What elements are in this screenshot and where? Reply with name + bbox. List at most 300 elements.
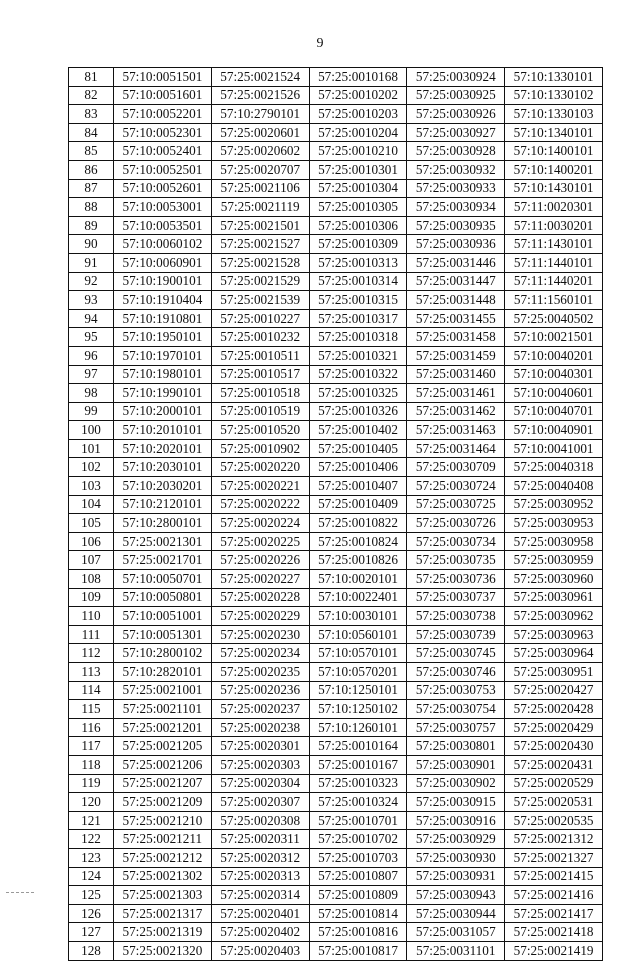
table-row <box>69 588 603 607</box>
cadastral-number-cell: 57:25:0021526 <box>211 86 309 105</box>
cadastral-number-cell: 57:25:0010826 <box>309 551 407 570</box>
cadastral-number-cell: 57:10:0560101 <box>309 625 407 644</box>
row-number-cell: 116 <box>69 718 114 737</box>
row-number-cell: 98 <box>69 384 114 403</box>
cadastral-number-cell: 57:25:0030901 <box>407 755 505 774</box>
cadastral-number-cell: 57:25:0010309 <box>309 235 407 254</box>
cadastral-number-cell: 57:25:0010318 <box>309 328 407 347</box>
row-number-cell: 87 <box>69 179 114 198</box>
cadastral-number-cell: 57:10:0053001 <box>114 198 212 217</box>
cadastral-number-cell: 57:25:0030962 <box>505 607 603 626</box>
row-number-cell: 121 <box>69 811 114 830</box>
cadastral-number-cell: 57:25:0010313 <box>309 253 407 272</box>
row-number-cell: 103 <box>69 477 114 496</box>
cadastral-number-cell: 57:25:0030724 <box>407 477 505 496</box>
cadastral-number-cell: 57:25:0030928 <box>407 142 505 161</box>
cadastral-number-cell: 57:25:0030916 <box>407 811 505 830</box>
cadastral-number-cell: 57:25:0030925 <box>407 86 505 105</box>
cadastral-number-cell: 57:25:0020314 <box>211 886 309 905</box>
cadastral-number-cell: 57:25:0010817 <box>309 941 407 960</box>
cadastral-number-cell: 57:25:0010520 <box>211 421 309 440</box>
row-number-cell: 104 <box>69 495 114 514</box>
table-row <box>69 830 603 849</box>
cadastral-number-cell: 57:25:0020238 <box>211 718 309 737</box>
cadastral-number-cell: 57:25:0010164 <box>309 737 407 756</box>
cadastral-number-cell: 57:25:0030745 <box>407 644 505 663</box>
cadastral-number-cell: 57:25:0021303 <box>114 886 212 905</box>
cadastral-number-cell: 57:25:0030926 <box>407 105 505 124</box>
cadastral-number-cell: 57:11:1440101 <box>505 253 603 272</box>
row-number-cell: 114 <box>69 681 114 700</box>
table-row <box>69 216 603 235</box>
cadastral-number-cell: 57:10:0051301 <box>114 625 212 644</box>
table-row <box>69 607 603 626</box>
cadastral-number-cell: 57:10:0570201 <box>309 663 407 682</box>
row-number-cell: 100 <box>69 421 114 440</box>
cadastral-number-cell: 57:25:0010701 <box>309 811 407 830</box>
row-number-cell: 115 <box>69 700 114 719</box>
scan-edge-mark <box>6 892 34 893</box>
cadastral-number-cell: 57:25:0020427 <box>505 681 603 700</box>
table-row <box>69 384 603 403</box>
cadastral-number-cell: 57:25:0010232 <box>211 328 309 347</box>
cadastral-number-cell: 57:25:0021001 <box>114 681 212 700</box>
cadastral-number-cell: 57:25:0010167 <box>309 755 407 774</box>
cadastral-number-cell: 57:25:0031447 <box>407 272 505 291</box>
cadastral-number-cell: 57:10:0022401 <box>309 588 407 607</box>
cadastral-number-cell: 57:25:0010314 <box>309 272 407 291</box>
cadastral-number-cell: 57:25:0010322 <box>309 365 407 384</box>
row-number-cell: 89 <box>69 216 114 235</box>
cadastral-number-cell: 57:25:0030961 <box>505 588 603 607</box>
cadastral-number-cell: 57:25:0021207 <box>114 774 212 793</box>
table-row <box>69 105 603 124</box>
table-row <box>69 904 603 923</box>
row-number-cell: 96 <box>69 346 114 365</box>
cadastral-number-cell: 57:10:1900101 <box>114 272 212 291</box>
cadastral-number-cell: 57:25:0030754 <box>407 700 505 719</box>
cadastral-number-cell: 57:25:0010315 <box>309 291 407 310</box>
row-number-cell: 92 <box>69 272 114 291</box>
cadastral-number-cell: 57:10:2000101 <box>114 402 212 421</box>
cadastral-number-cell: 57:25:0010518 <box>211 384 309 403</box>
cadastral-number-cell: 57:25:0010202 <box>309 86 407 105</box>
cadastral-number-cell: 57:10:0040901 <box>505 421 603 440</box>
cadastral-number-cell: 57:25:0030935 <box>407 216 505 235</box>
cadastral-number-cell: 57:25:0031462 <box>407 402 505 421</box>
cadastral-number-cell: 57:25:0020707 <box>211 160 309 179</box>
cadastral-number-cell: 57:10:1400201 <box>505 160 603 179</box>
cadastral-number-cell: 57:25:0030725 <box>407 495 505 514</box>
table-row <box>69 346 603 365</box>
cadastral-number-cell: 57:25:0020301 <box>211 737 309 756</box>
cadastral-number-cell: 57:25:0030924 <box>407 68 505 87</box>
table-row <box>69 86 603 105</box>
cadastral-number-cell: 57:25:0020237 <box>211 700 309 719</box>
cadastral-number-cell: 57:25:0010168 <box>309 68 407 87</box>
row-number-cell: 102 <box>69 458 114 477</box>
row-number-cell: 91 <box>69 253 114 272</box>
row-number-cell: 119 <box>69 774 114 793</box>
cadastral-number-cell: 57:25:0021206 <box>114 755 212 774</box>
cadastral-number-cell: 57:25:0031458 <box>407 328 505 347</box>
cadastral-number-cell: 57:25:0021106 <box>211 179 309 198</box>
cadastral-number-cell: 57:10:0030101 <box>309 607 407 626</box>
cadastral-number-cell: 57:25:0020229 <box>211 607 309 626</box>
table-row <box>69 551 603 570</box>
cadastral-number-cell: 57:25:0020230 <box>211 625 309 644</box>
cadastral-number-cell: 57:25:0030944 <box>407 904 505 923</box>
table-row <box>69 309 603 328</box>
cadastral-number-cell: 57:25:0021701 <box>114 551 212 570</box>
cadastral-number-cell: 57:25:0010227 <box>211 309 309 328</box>
cadastral-number-cell: 57:10:2820101 <box>114 663 212 682</box>
table-row <box>69 811 603 830</box>
cadastral-number-cell: 57:25:0021528 <box>211 253 309 272</box>
cadastral-number-cell: 57:25:0030931 <box>407 867 505 886</box>
cadastral-number-cell: 57:25:0030934 <box>407 198 505 217</box>
cadastral-number-cell: 57:25:0020430 <box>505 737 603 756</box>
row-number-cell: 110 <box>69 607 114 626</box>
table-row <box>69 458 603 477</box>
cadastral-number-cell: 57:10:0040201 <box>505 346 603 365</box>
cadastral-number-cell: 57:25:0010306 <box>309 216 407 235</box>
cadastral-number-cell: 57:10:0020101 <box>309 570 407 589</box>
table-row <box>69 663 603 682</box>
cadastral-number-cell: 57:10:1400101 <box>505 142 603 161</box>
cadastral-number-cell: 57:25:0040502 <box>505 309 603 328</box>
cadastral-number-cell: 57:25:0030736 <box>407 570 505 589</box>
cadastral-number-cell: 57:25:0021201 <box>114 718 212 737</box>
cadastral-number-cell: 57:25:0021101 <box>114 700 212 719</box>
cadastral-number-cell: 57:25:0030709 <box>407 458 505 477</box>
cadastral-number-cell: 57:25:0021319 <box>114 923 212 942</box>
cadastral-number-cell: 57:10:0052401 <box>114 142 212 161</box>
cadastral-number-cell: 57:25:0030932 <box>407 160 505 179</box>
cadastral-number-cell: 57:25:0021209 <box>114 793 212 812</box>
cadastral-numbers-table <box>68 67 603 961</box>
table-row <box>69 923 603 942</box>
cadastral-number-cell: 57:25:0020428 <box>505 700 603 719</box>
cadastral-number-cell: 57:10:1990101 <box>114 384 212 403</box>
row-number-cell: 118 <box>69 755 114 774</box>
row-number-cell: 127 <box>69 923 114 942</box>
cadastral-number-cell: 57:10:0052501 <box>114 160 212 179</box>
cadastral-number-cell: 57:25:0020304 <box>211 774 309 793</box>
row-number-cell: 86 <box>69 160 114 179</box>
cadastral-number-cell: 57:25:0010816 <box>309 923 407 942</box>
cadastral-number-cell: 57:25:0010809 <box>309 886 407 905</box>
table-row <box>69 532 603 551</box>
cadastral-number-cell: 57:10:1970101 <box>114 346 212 365</box>
cadastral-number-cell: 57:25:0030735 <box>407 551 505 570</box>
cadastral-number-cell: 57:10:2030201 <box>114 477 212 496</box>
cadastral-number-cell: 57:25:0010702 <box>309 830 407 849</box>
cadastral-number-cell: 57:25:0021210 <box>114 811 212 830</box>
cadastral-number-cell: 57:25:0021320 <box>114 941 212 960</box>
cadastral-number-cell: 57:10:0060901 <box>114 253 212 272</box>
cadastral-number-cell: 57:10:0052201 <box>114 105 212 124</box>
cadastral-number-cell: 57:10:0060102 <box>114 235 212 254</box>
cadastral-number-cell: 57:10:1910801 <box>114 309 212 328</box>
cadastral-number-cell: 57:25:0010304 <box>309 179 407 198</box>
cadastral-number-cell: 57:25:0010406 <box>309 458 407 477</box>
cadastral-number-cell: 57:10:0041001 <box>505 439 603 458</box>
row-number-cell: 125 <box>69 886 114 905</box>
cadastral-number-cell: 57:25:0030757 <box>407 718 505 737</box>
page-number: 9 <box>316 36 324 51</box>
row-number-cell: 97 <box>69 365 114 384</box>
table-row <box>69 793 603 812</box>
cadastral-number-cell: 57:25:0010517 <box>211 365 309 384</box>
row-number-cell: 85 <box>69 142 114 161</box>
cadastral-number-cell: 57:25:0030959 <box>505 551 603 570</box>
cadastral-number-cell: 57:25:0040318 <box>505 458 603 477</box>
cadastral-number-cell: 57:25:0010409 <box>309 495 407 514</box>
cadastral-number-cell: 57:25:0010203 <box>309 105 407 124</box>
cadastral-number-cell: 57:25:0020313 <box>211 867 309 886</box>
table-row <box>69 774 603 793</box>
table-row <box>69 755 603 774</box>
table-row <box>69 495 603 514</box>
cadastral-number-cell: 57:25:0020311 <box>211 830 309 849</box>
cadastral-number-cell: 57:25:0021417 <box>505 904 603 923</box>
cadastral-number-cell: 57:25:0030951 <box>505 663 603 682</box>
table-row <box>69 402 603 421</box>
table-row <box>69 179 603 198</box>
cadastral-number-cell: 57:25:0021524 <box>211 68 309 87</box>
cadastral-number-cell: 57:25:0020224 <box>211 514 309 533</box>
cadastral-number-cell: 57:11:1440201 <box>505 272 603 291</box>
cadastral-number-cell: 57:25:0030943 <box>407 886 505 905</box>
cadastral-number-cell: 57:25:0031455 <box>407 309 505 328</box>
cadastral-number-cell: 57:11:1430101 <box>505 235 603 254</box>
table-row <box>69 644 603 663</box>
cadastral-number-cell: 57:25:0021418 <box>505 923 603 942</box>
row-number-cell: 126 <box>69 904 114 923</box>
cadastral-number-cell: 57:25:0010822 <box>309 514 407 533</box>
row-number-cell: 81 <box>69 68 114 87</box>
cadastral-number-cell: 57:10:0570101 <box>309 644 407 663</box>
table-row <box>69 439 603 458</box>
table-row <box>69 570 603 589</box>
cadastral-number-cell: 57:10:0051601 <box>114 86 212 105</box>
cadastral-number-cell: 57:10:0050801 <box>114 588 212 607</box>
cadastral-number-cell: 57:25:0021415 <box>505 867 603 886</box>
row-number-cell: 112 <box>69 644 114 663</box>
cadastral-number-cell: 57:25:0040408 <box>505 477 603 496</box>
cadastral-number-cell: 57:25:0020234 <box>211 644 309 663</box>
cadastral-number-cell: 57:25:0010210 <box>309 142 407 161</box>
table-row <box>69 328 603 347</box>
cadastral-number-cell: 57:25:0020431 <box>505 755 603 774</box>
cadastral-number-cell: 57:10:1330101 <box>505 68 603 87</box>
table-row <box>69 477 603 496</box>
cadastral-number-cell: 57:10:1980101 <box>114 365 212 384</box>
table-row <box>69 848 603 867</box>
table-row <box>69 867 603 886</box>
cadastral-number-cell: 57:25:0021327 <box>505 848 603 867</box>
cadastral-number-cell: 57:10:0051001 <box>114 607 212 626</box>
row-number-cell: 101 <box>69 439 114 458</box>
cadastral-number-cell: 57:25:0010407 <box>309 477 407 496</box>
cadastral-number-cell: 57:25:0010321 <box>309 346 407 365</box>
row-number-cell: 105 <box>69 514 114 533</box>
cadastral-number-cell: 57:25:0030930 <box>407 848 505 867</box>
cadastral-number-cell: 57:25:0020228 <box>211 588 309 607</box>
cadastral-number-cell: 57:25:0010305 <box>309 198 407 217</box>
cadastral-number-cell: 57:10:1950101 <box>114 328 212 347</box>
cadastral-number-cell: 57:25:0021539 <box>211 291 309 310</box>
row-number-cell: 128 <box>69 941 114 960</box>
table-row <box>69 142 603 161</box>
cadastral-number-cell: 57:25:0030726 <box>407 514 505 533</box>
row-number-cell: 107 <box>69 551 114 570</box>
cadastral-number-cell: 57:25:0010402 <box>309 421 407 440</box>
row-number-cell: 122 <box>69 830 114 849</box>
cadastral-number-cell: 57:25:0010902 <box>211 439 309 458</box>
row-number-cell: 111 <box>69 625 114 644</box>
cadastral-number-cell: 57:10:0021501 <box>505 328 603 347</box>
cadastral-number-cell: 57:25:0021119 <box>211 198 309 217</box>
cadastral-number-cell: 57:25:0021416 <box>505 886 603 905</box>
table-row <box>69 253 603 272</box>
cadastral-number-cell: 57:25:0020403 <box>211 941 309 960</box>
cadastral-number-cell: 57:25:0010323 <box>309 774 407 793</box>
table-row <box>69 625 603 644</box>
row-number-cell: 123 <box>69 848 114 867</box>
row-number-cell: 106 <box>69 532 114 551</box>
cadastral-number-cell: 57:25:0020402 <box>211 923 309 942</box>
cadastral-number-cell: 57:25:0020222 <box>211 495 309 514</box>
cadastral-number-cell: 57:25:0010511 <box>211 346 309 365</box>
table-row <box>69 272 603 291</box>
row-number-cell: 94 <box>69 309 114 328</box>
cadastral-number-cell: 57:25:0010324 <box>309 793 407 812</box>
cadastral-number-cell: 57:25:0031446 <box>407 253 505 272</box>
cadastral-number-cell: 57:25:0010703 <box>309 848 407 867</box>
cadastral-number-cell: 57:25:0020531 <box>505 793 603 812</box>
cadastral-number-cell: 57:10:0052301 <box>114 123 212 142</box>
cadastral-number-cell: 57:25:0020307 <box>211 793 309 812</box>
cadastral-number-cell: 57:25:0020225 <box>211 532 309 551</box>
cadastral-number-cell: 57:25:0021212 <box>114 848 212 867</box>
cadastral-number-cell: 57:25:0020429 <box>505 718 603 737</box>
row-number-cell: 108 <box>69 570 114 589</box>
table-row <box>69 160 603 179</box>
cadastral-number-cell: 57:25:0021501 <box>211 216 309 235</box>
cadastral-number-cell: 57:11:1560101 <box>505 291 603 310</box>
cadastral-number-cell: 57:25:0010301 <box>309 160 407 179</box>
table-row <box>69 235 603 254</box>
cadastral-number-cell: 57:25:0010814 <box>309 904 407 923</box>
cadastral-number-cell: 57:25:0030963 <box>505 625 603 644</box>
cadastral-number-cell: 57:10:0050701 <box>114 570 212 589</box>
cadastral-number-cell: 57:25:0020601 <box>211 123 309 142</box>
cadastral-number-cell: 57:25:0030927 <box>407 123 505 142</box>
cadastral-number-cell: 57:25:0021312 <box>505 830 603 849</box>
cadastral-number-cell: 57:25:0030964 <box>505 644 603 663</box>
cadastral-number-cell: 57:25:0030958 <box>505 532 603 551</box>
cadastral-number-cell: 57:25:0021527 <box>211 235 309 254</box>
cadastral-number-cell: 57:25:0020401 <box>211 904 309 923</box>
cadastral-number-cell: 57:25:0031461 <box>407 384 505 403</box>
cadastral-number-cell: 57:25:0031463 <box>407 421 505 440</box>
row-number-cell: 109 <box>69 588 114 607</box>
cadastral-number-cell: 57:25:0031101 <box>407 941 505 960</box>
cadastral-number-cell: 57:25:0030960 <box>505 570 603 589</box>
row-number-cell: 90 <box>69 235 114 254</box>
cadastral-number-cell: 57:25:0030915 <box>407 793 505 812</box>
cadastral-number-cell: 57:10:1330102 <box>505 86 603 105</box>
table-row <box>69 681 603 700</box>
cadastral-number-cell: 57:25:0031459 <box>407 346 505 365</box>
cadastral-number-cell: 57:25:0010325 <box>309 384 407 403</box>
row-number-cell: 83 <box>69 105 114 124</box>
cadastral-number-cell: 57:25:0010824 <box>309 532 407 551</box>
cadastral-number-cell: 57:25:0021301 <box>114 532 212 551</box>
cadastral-number-cell: 57:25:0021529 <box>211 272 309 291</box>
table-row <box>69 700 603 719</box>
cadastral-number-cell: 57:25:0020220 <box>211 458 309 477</box>
table-row <box>69 718 603 737</box>
cadastral-number-cell: 57:10:2030101 <box>114 458 212 477</box>
cadastral-number-cell: 57:10:1250102 <box>309 700 407 719</box>
cadastral-number-cell: 57:25:0020303 <box>211 755 309 774</box>
cadastral-number-cell: 57:25:0020529 <box>505 774 603 793</box>
cadastral-number-cell: 57:10:2120101 <box>114 495 212 514</box>
cadastral-number-cell: 57:10:1430101 <box>505 179 603 198</box>
cadastral-number-cell: 57:25:0020226 <box>211 551 309 570</box>
cadastral-number-cell: 57:25:0010204 <box>309 123 407 142</box>
cadastral-number-cell: 57:25:0020227 <box>211 570 309 589</box>
cadastral-number-cell: 57:25:0030753 <box>407 681 505 700</box>
cadastral-number-cell: 57:25:0020235 <box>211 663 309 682</box>
row-number-cell: 88 <box>69 198 114 217</box>
row-number-cell: 120 <box>69 793 114 812</box>
cadastral-number-cell: 57:25:0021419 <box>505 941 603 960</box>
cadastral-number-cell: 57:25:0031460 <box>407 365 505 384</box>
row-number-cell: 117 <box>69 737 114 756</box>
cadastral-number-cell: 57:25:0021211 <box>114 830 212 849</box>
cadastral-number-cell: 57:10:0040601 <box>505 384 603 403</box>
table-row <box>69 421 603 440</box>
cadastral-number-cell: 57:10:1910404 <box>114 291 212 310</box>
cadastral-number-cell: 57:10:0040701 <box>505 402 603 421</box>
cadastral-number-cell: 57:25:0020312 <box>211 848 309 867</box>
table-row <box>69 291 603 310</box>
table-row <box>69 123 603 142</box>
cadastral-number-cell: 57:25:0030737 <box>407 588 505 607</box>
cadastral-number-cell: 57:25:0021317 <box>114 904 212 923</box>
cadastral-number-cell: 57:25:0020535 <box>505 811 603 830</box>
cadastral-number-cell: 57:11:0030201 <box>505 216 603 235</box>
row-number-cell: 113 <box>69 663 114 682</box>
cadastral-number-cell: 57:25:0030933 <box>407 179 505 198</box>
cadastral-number-cell: 57:25:0020602 <box>211 142 309 161</box>
table-row <box>69 68 603 87</box>
cadastral-number-cell: 57:25:0030739 <box>407 625 505 644</box>
cadastral-number-cell: 57:25:0020236 <box>211 681 309 700</box>
cadastral-number-cell: 57:25:0030953 <box>505 514 603 533</box>
cadastral-number-cell: 57:25:0020308 <box>211 811 309 830</box>
table-row <box>69 198 603 217</box>
cadastral-number-cell: 57:25:0030746 <box>407 663 505 682</box>
cadastral-number-cell: 57:25:0010807 <box>309 867 407 886</box>
cadastral-number-cell: 57:25:0030738 <box>407 607 505 626</box>
cadastral-number-cell: 57:10:2020101 <box>114 439 212 458</box>
row-number-cell: 95 <box>69 328 114 347</box>
